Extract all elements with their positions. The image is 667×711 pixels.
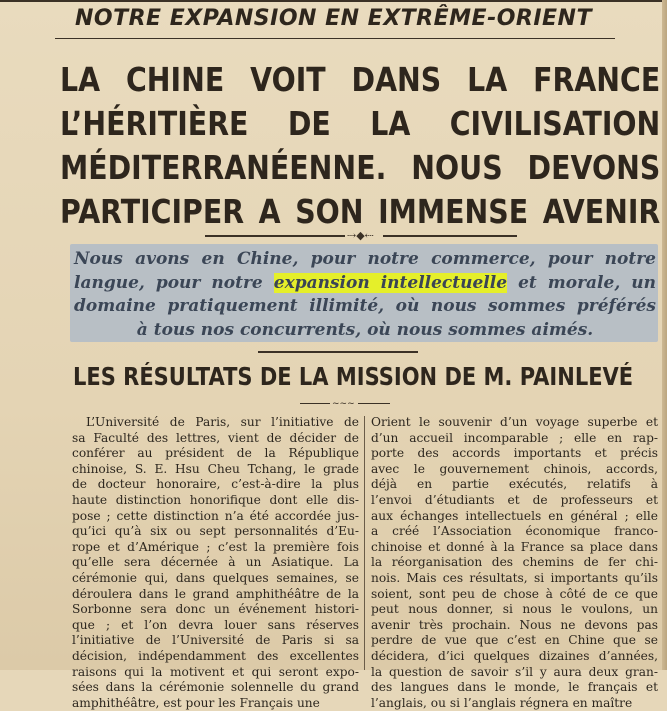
column-line: de docteur honoraire, c’est-à-dire la plus [72,477,359,492]
column-line: l’initiative de l’Université de Paris si sa [72,633,359,648]
headline-line: LA CHINE VOIT DANS LA FRANCE [60,60,661,99]
column-line: conférer au président de la République [72,446,359,461]
section-subheading: LES RÉSULTATS DE LA MISSION DE M. PAINLEVÉ [73,362,634,391]
subhead-ornament: ~~~ [300,397,390,411]
column-line: avec le gouvernement chinois, accords, [371,461,658,476]
column-line: Sorbonne sera donc un événement histori- [72,602,359,617]
top-rule [0,0,667,2]
deck-line [74,272,656,296]
headline-line: MÉDITERRANÉENNE. NOUS DEVONS [60,148,661,187]
article-column-right [371,415,658,711]
column-line: la question de savoir s’il y aura deux gran- [371,664,658,679]
deck-text-segment: et morale, un [507,272,656,293]
highlighted-phrase: expansion intellectuelle [273,272,508,293]
page-edge-shadow [662,0,667,670]
deck-line: domaine pratiquement illimité, où nous sommes préférés [74,296,656,316]
column-line: l’anglais, ou si l’anglais régnera en maître [371,695,633,710]
column-line: a créé l’Association économique franco- [371,524,658,539]
column-line: amphithéâtre, est pour les Français une [72,695,320,710]
column-line: décidera, d’ici quelques dizaines d’années, [371,648,658,663]
column-line: l’envoi d’étudiants et de professeurs et [371,492,658,507]
column-line: la réorganisation des chemins de fer chi- [371,555,658,570]
headline-line: L’HÉRITIÈRE DE LA CIVILISATION [60,104,661,143]
column-line: déroulera dans le grand amphithéâtre de la [72,586,359,601]
column-line: sa Faculté des lettres, vient de décider de [72,430,359,445]
column-line: avenir très prochain. Nous ne devons pas [371,617,658,632]
deck-line: à tous nos concurrents, où nous sommes aimés. [136,319,594,340]
column-line: rope et d’Amérique ; c’est la première fois [72,539,359,554]
column-line: qu’elle sera décernée à un Asiatique. La [72,555,359,570]
column-line: décision, indépendamment des excellentes [72,648,359,663]
section-kicker: NOTRE EXPANSION EN EXTRÊME-ORIENT [75,6,592,31]
column-line: raisons qui la motivent et qui seront expo- [72,664,359,679]
column-line: d’un accueil incomparable ; elle en rap- [371,430,658,445]
column-line: L’Université de Paris, sur l’initiative de [86,415,359,429]
article-column-left [72,415,359,711]
column-line: perdre de vue que c’est en Chine que se [371,633,658,648]
column-line: chinoise, S. E. Hsu Cheu Tchang, le grade [72,461,359,476]
headline-line: PARTICIPER A SON IMMENSE AVENIR [60,192,661,231]
column-line: haute distinction honorifique dont elle dis- [72,492,359,507]
deck-divider [258,345,418,359]
deck-line: Nous avons en Chine, pour notre commerce, pour notre [74,249,656,269]
deck-paragraph [74,248,656,342]
column-line: chinoise et donné à la France sa place dans [371,539,658,554]
column-line: peut nous donner, si nous le voulons, un [371,602,658,617]
column-line: qu’ici qu’à six ou sept personnalités d’Eu- [72,524,359,539]
kicker-rule [55,38,615,39]
column-line: que ; et l’on devra louer sans réserves [72,617,359,632]
column-line: déjà en partie exécutés, relatifs à [371,477,658,492]
headline-ornament-rule: ⇢◆⇠ [205,229,517,243]
column-line: nois. Mais ces résultats, si importants qu’ils [371,570,658,585]
headline [60,58,661,234]
column-line: soient, sont peu de chose à côté de ce que [371,586,658,601]
deck-text-segment: langue, pour notre [74,272,274,293]
column-line: cérémonie qui, dans quelques semaines, se [72,570,359,585]
column-line: porte des accords importants et précis [371,446,658,461]
column-line: pose ; cette distinction n’a été accordée jus- [72,508,359,523]
column-divider [364,416,365,670]
column-line: Orient le souvenir d’un voyage superbe et [371,415,658,429]
column-line: aux échanges intellectuels en général ; elle [371,508,658,523]
column-line: des langues dans le monde, le français et [371,680,658,695]
column-line: sées dans la cérémonie solennelle du grand [72,680,359,695]
